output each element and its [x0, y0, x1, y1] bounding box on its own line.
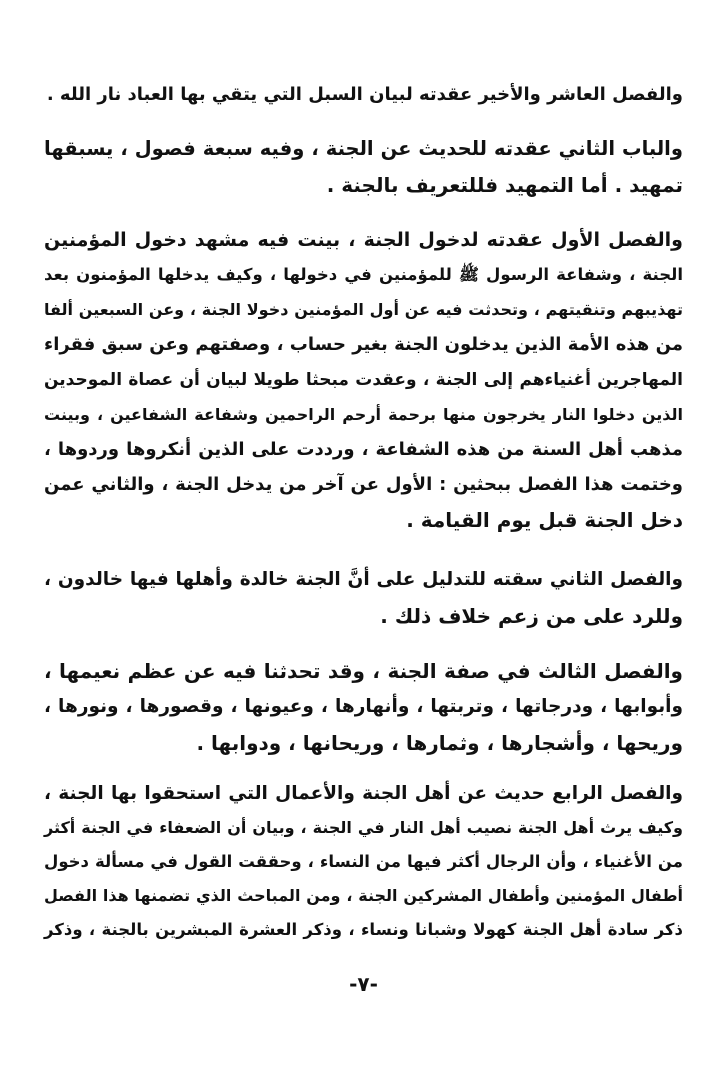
text-line: الذين دخلوا النار يخرجون منها برحمة أرحم الراحمين وشفاعة الشفاعين ، وبينت [44, 405, 683, 424]
text-line: المهاجرين أغنياءهم إلى الجنة ، وعقدت مبحثا طويلا لبيان أن عصاة الموحدين [44, 370, 683, 390]
text-line: وللرد على من زعم خلاف ذلك . [380, 604, 683, 628]
text-line: والفصل الثاني سقته للتدليل على أنَّ الجنة خالدة وأهلها فيها خالدون ، [44, 569, 683, 590]
text-line: وأبوابها ، ودرجاتها ، وتربتها ، وأنهارها ، وعيونها ، وقصورها ، ونورها ، [44, 696, 683, 717]
page-number: -٧- [349, 972, 378, 996]
text-line: الجنة ، وشفاعة الرسول ﷺ للمؤمنين في دخولها ، وكيف يدخلها المؤمنون بعد [44, 265, 683, 284]
text-line: والباب الثاني عقدته للحديث عن الجنة ، وفيه سبعة فصول ، يسبقها [44, 137, 683, 160]
text-line: والفصل الثالث في صفة الجنة ، وقد تحدثنا فيه عن عظم نعيمها ، [44, 659, 683, 683]
text-line: تمهيد . أما التمهيد فللتعريف بالجنة . [326, 173, 683, 197]
text-line: من هذه الأمة الذين يدخلون الجنة بغير حساب ، وصفتهم وعن سبق فقراء [44, 334, 683, 355]
text-line: وريحها ، وأشجارها ، وثمارها ، وريحانها ، ودوابها . [196, 731, 683, 755]
text-line: والفصل الأول عقدته لدخول الجنة ، بينت فيه مشهد دخول المؤمنين [44, 229, 683, 251]
text-line: والفصل العاشر والأخير عقدته لبيان السبل التي يتقي بها العباد نار الله . [46, 84, 683, 105]
text-line: وكيف يرث أهل الجنة نصيب أهل النار في الجنة ، وبيان أن الضعفاء في الجنة أكثر [44, 818, 683, 837]
text-line: تهذيبهم وتنقيتهم ، وتحدثت فيه عن أول المؤمنين دخولا الجنة ، وعن السبعين ألفا [44, 300, 683, 319]
text-line: من الأغنياء ، وأن الرجال أكثر فيها من النساء ، وحققت القول في مسألة دخول [44, 852, 683, 871]
text-line: وختمت هذا الفصل ببحثين : الأول عن آخر من يدخل الجنة ، والثاني عمن [44, 474, 683, 495]
text-line: والفصل الرابع حديث عن أهل الجنة والأعمال التي استحقوا بها الجنة ، [44, 783, 683, 804]
text-line: ذكر سادة أهل الجنة كهولا وشبانا ونساء ، وذكر العشرة المبشرين بالجنة ، وذكر [44, 920, 683, 939]
text-line: مذهب أهل السنة من هذه الشفاعة ، ورددت على الذين أنكروها وردوها ، [44, 439, 683, 460]
text-line: دخل الجنة قبل يوم القيامة . [406, 508, 683, 532]
text-line: أطفال المؤمنين وأطفال المشركين الجنة ، ومن المباحث الذي تضمنها هذا الفصل [44, 886, 683, 905]
